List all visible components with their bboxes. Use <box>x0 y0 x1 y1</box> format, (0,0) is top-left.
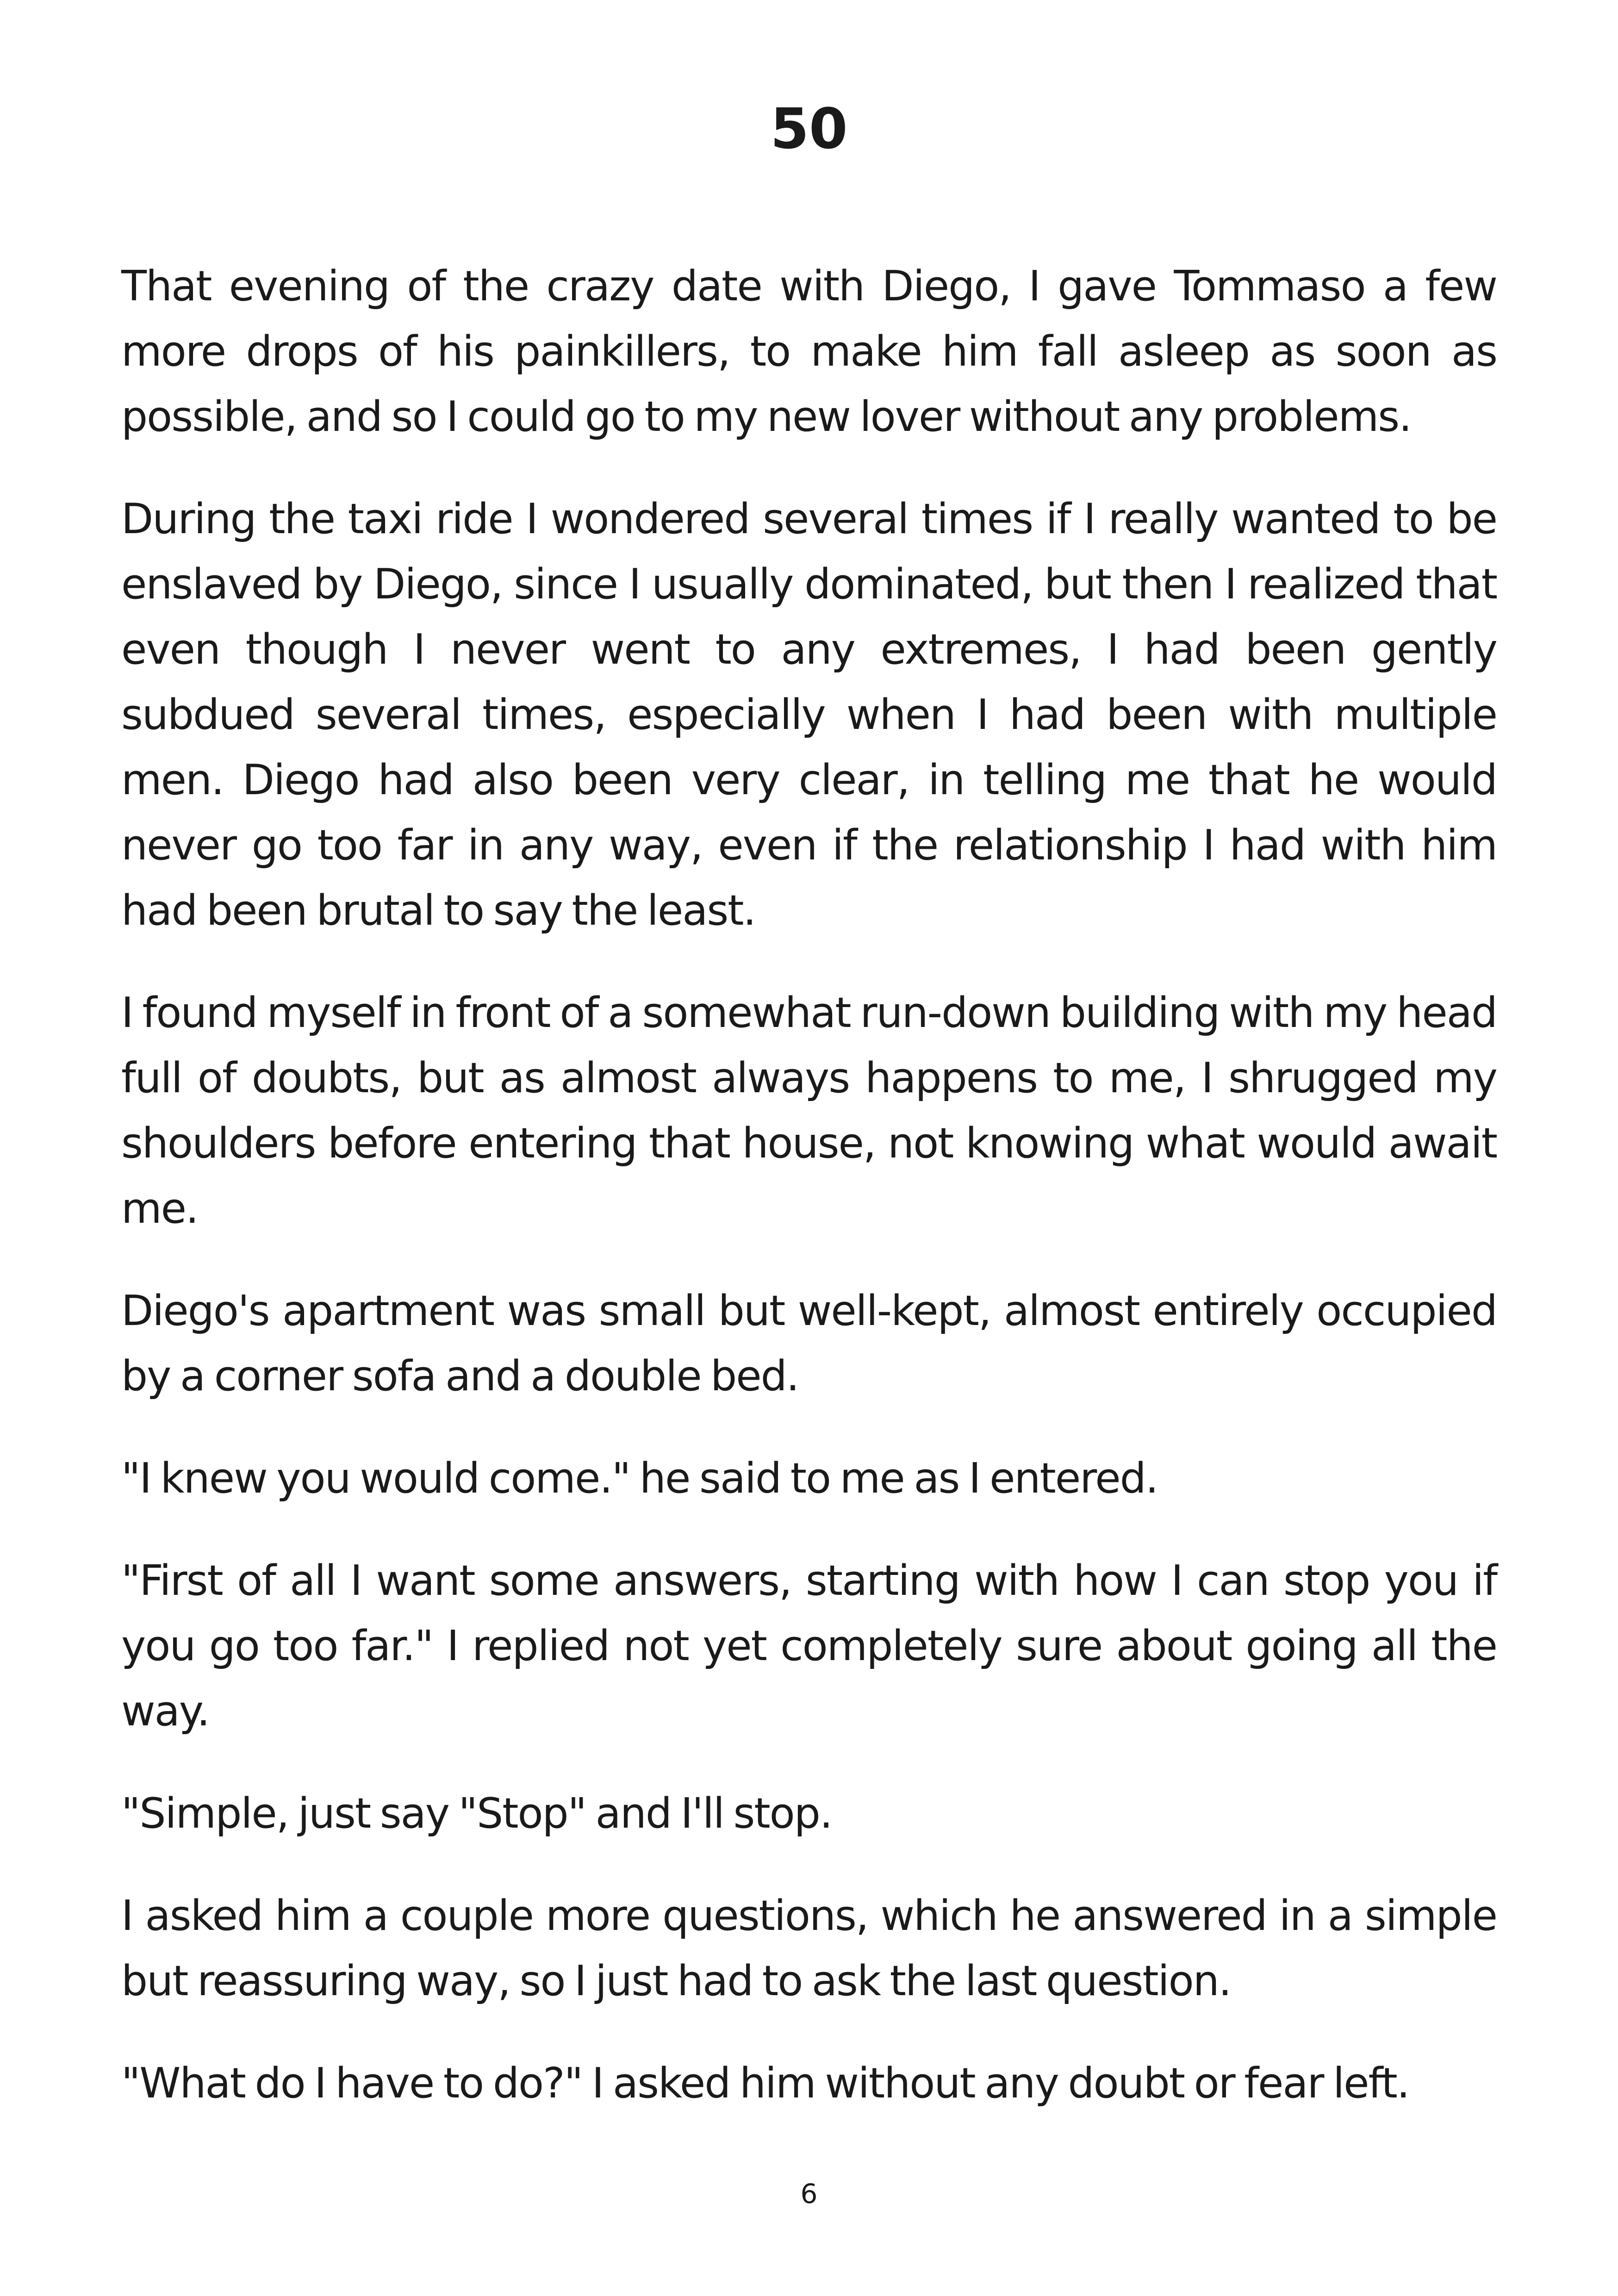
paragraph: That evening of the crazy date with Diego, I gave Tommaso a few more drops of his painkillers, to make him fall asleep as soon as possible, and so I could go to my new lover without any problems. <box>121 262 1497 441</box>
paragraph: During the taxi ride I wondered several times if I really wanted to be enslaved by Diego, since I usually dominated, but then I realized that even though I never went to any extremes, I had been gently subdued several times, especially when I had been with multiple men. Diego had also been very clear, in telling me that he would never go too far in any way, even if the relationship I had with him had been brutal to say the least. <box>121 495 1497 935</box>
chapter-title: 50 <box>770 97 848 162</box>
body-text <box>121 254 1497 2153</box>
page-number: 6 <box>800 2178 818 2209</box>
paragraph: I found myself in front of a somewhat run-down building with my head full of doubts, but as almost always happens to me, I shrugged my shoulders before entering that house, not knowing what would await me. <box>121 989 1497 1233</box>
paragraph: Diego's apartment was small but well-kept, almost entirely occupied by a corner sofa and a double bed. <box>121 1287 1497 1400</box>
paragraph: "Simple, just say "Stop" and I'll stop. <box>121 1789 832 1838</box>
paragraph: "What do I have to do?" I asked him without any doubt or fear left. <box>121 2059 1409 2108</box>
paragraph: I asked him a couple more questions, which he answered in a simple but reassuring way, so I just had to ask the last question. <box>121 1892 1497 2005</box>
paragraph: "I knew you would come." he said to me as I entered. <box>121 1454 1158 1503</box>
paragraph: "First of all I want some answers, starting with how I can stop you if you go too far." I replied not yet completely sure about going all the way. <box>121 1556 1497 1736</box>
